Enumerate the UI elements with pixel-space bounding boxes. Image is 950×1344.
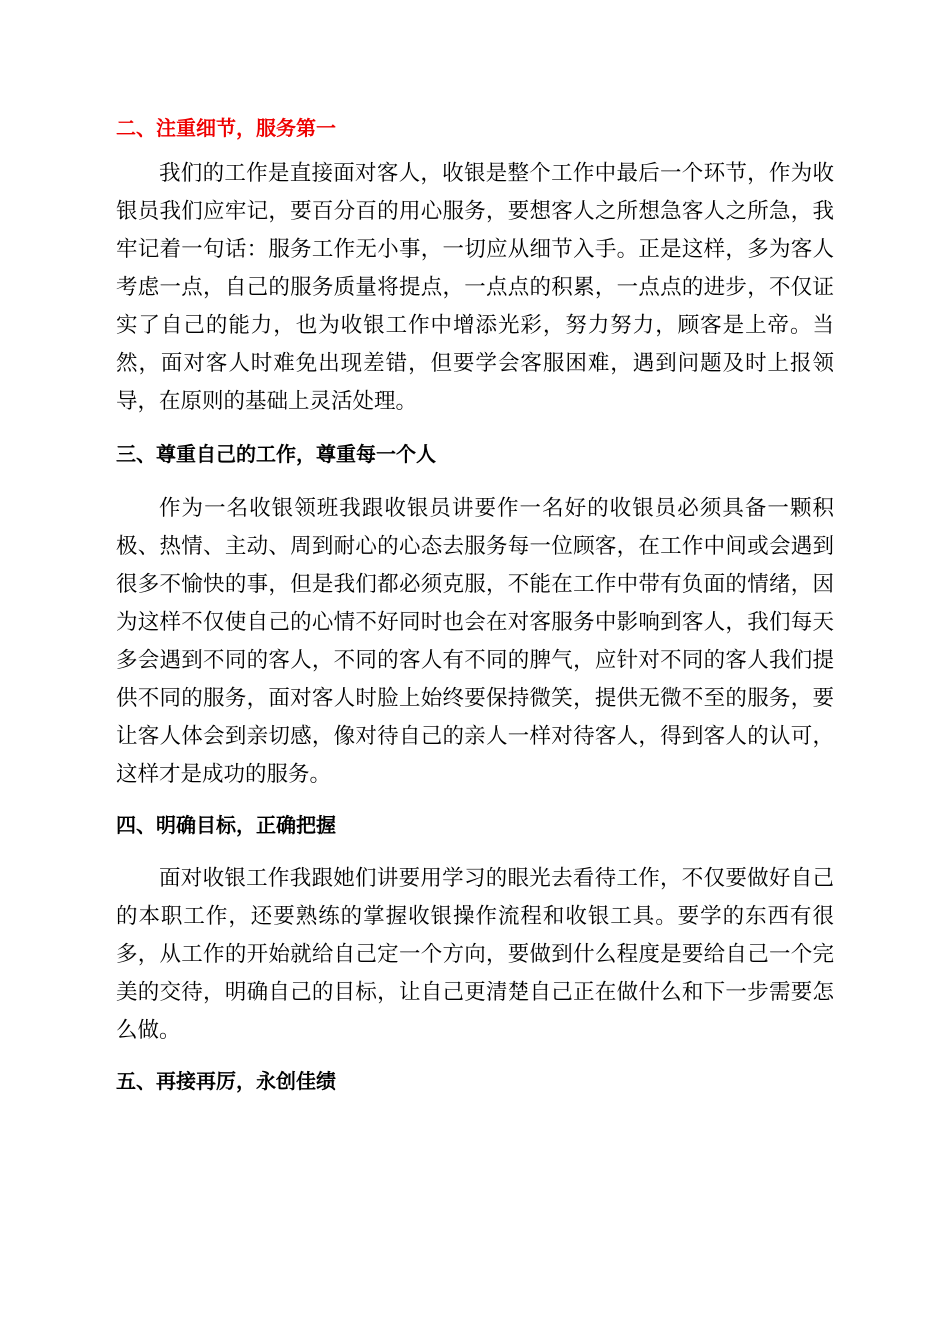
section-heading-respect-work: 三、尊重自己的工作，尊重每一个人 <box>116 442 436 466</box>
section-paragraph-attention-to-detail: 我们的工作是直接面对客人，收银是整个工作中最后一个环节，作为收银员我们应牢记，要百分百的用心服务，要想客人之所想急客人之所急，我牢记着一句话：服务工作无小事，一切应从细节入手。正是这样，多为客人考虑一点，自己的服务质量将提点，一点点的积累，一点点的进步，不仅证实了自己的能力，也为收银工作中增添光彩，努力努力，顾客是上帝。当然，面对客人时难免出现差错，但要学会客服困难，遇到问题及时上报领导，在原则的基础上灵活处理。 <box>116 161 834 414</box>
document-page <box>116 108 834 1101</box>
section-heading-keep-improving: 五、再接再厉，永创佳绩 <box>116 1069 336 1093</box>
section-heading-attention-to-detail: 二、注重细节，服务第一 <box>116 116 336 140</box>
section-paragraph-clear-goals: 面对收银工作我跟她们讲要用学习的眼光去看待工作，不仅要做好自己的本职工作，还要熟练的掌握收银操作流程和收银工具。要学的东西有很多，从工作的开始就给自己定一个方向，要做到什么程度是要给自己一个完美的交待，明确自己的目标，让自己更清楚自己正在做什么和下一步需要怎么做。 <box>116 866 834 1043</box>
section-paragraph-respect-work: 作为一名收银领班我跟收银员讲要作一名好的收银员必须具备一颗积极、热情、主动、周到耐心的心态去服务每一位顾客，在工作中间或会遇到很多不愉快的事，但是我们都必须克服，不能在工作中带有负面的情绪，因为这样不仅使自己的心情不好同时也会在对客服务中影响到客人，我们每天多会遇到不同的客人，不同的客人有不同的脾气，应针对不同的客人我们提供不同的服务，面对客人时脸上始终要保持微笑，提供无微不至的服务，要让客人体会到亲切感，像对待自己的亲人一样对待客人，得到客人的认可，这样才是成功的服务。 <box>116 496 834 787</box>
section-heading-clear-goals: 四、明确目标，正确把握 <box>116 813 336 837</box>
